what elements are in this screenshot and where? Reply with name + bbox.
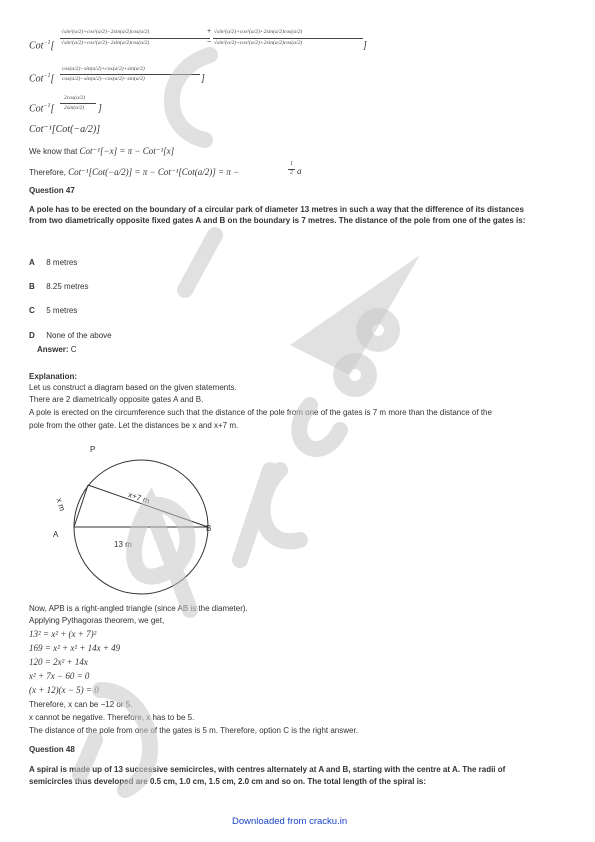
close-bracket: ]	[98, 103, 102, 114]
explanation-line2: There are 2 diametrically opposite gates A and B.	[29, 395, 204, 404]
circle-diagram	[40, 440, 220, 600]
equation-1: 13² = x² + (x + 7)²	[29, 629, 97, 639]
solution-line3: Therefore, x can be −12 or 5.	[29, 700, 133, 709]
segment-ap	[74, 485, 88, 527]
fraction-bar	[213, 38, 363, 39]
question-47-text-line2: from two diametrically opposite fixed gates A and B on the boundary is 7 metres. The distance of the pole from one of the gates is:	[29, 216, 526, 225]
option-text: 8 metres	[46, 258, 78, 267]
label-x-m: x m	[54, 497, 67, 513]
explanation-heading: Explanation:	[29, 372, 78, 381]
option-letter: B	[29, 282, 35, 291]
minus-sign: −	[207, 39, 212, 46]
label-13-m: 13 m	[114, 540, 132, 549]
equation-2: 169 = x² + x² + 14x + 49	[29, 643, 121, 653]
watermark-k-stroke	[263, 470, 300, 541]
question-48-heading: Question 48	[29, 745, 75, 754]
close-bracket: ]	[363, 40, 367, 51]
fraction-bar	[60, 74, 200, 75]
plus-sign: +	[207, 28, 212, 35]
explanation-line4: pole from the other gate. Let the distances be x and x+7 m.	[29, 421, 239, 430]
segment-pb	[88, 485, 208, 527]
fraction-bar	[60, 103, 96, 104]
solution-line1: Now, APB is a right-angled triangle (since AB is the diameter).	[29, 604, 248, 613]
solution-line4: x cannot be negative. Therefore, x has to be 5.	[29, 713, 195, 722]
therefore-tail: a	[297, 166, 302, 176]
line2-numerator: cos(a/2)−sin(a/2)+cos(a/2)+sin(a/2)	[62, 66, 145, 72]
explanation-line1: Let us construct a diagram based on the given statements.	[29, 383, 237, 392]
answer-line: Answer: C	[37, 345, 77, 354]
question-48-text-line1: A spiral is made up of 13 successive semicircles, with centres alternately at A and B, starting with the centre at A. The radii of	[29, 765, 506, 774]
option-text: 5 metres	[46, 306, 78, 315]
know-that-line: We know that Cot⁻¹[−x] = π − Cot⁻¹[x]	[29, 146, 175, 156]
label-b: B	[206, 524, 212, 533]
half-numerator: 1	[290, 161, 293, 167]
option-letter: D	[29, 331, 35, 340]
line3-numerator: 2cos(a/2)	[64, 95, 86, 101]
half-denominator: 2	[290, 170, 293, 176]
equation-3: 120 = 2x² + 14x	[29, 657, 88, 667]
cot-inverse-prefix: Cot$^{-1}$[	[29, 40, 55, 52]
option-text: None of the above	[46, 331, 112, 340]
watermark-r-stroke	[185, 235, 215, 290]
line1-numerator-a: √sin²(a/2)+cos²(a/2)−2sin(a/2)cos(a/2)	[61, 29, 150, 35]
equation-4: x² + 7x − 60 = 0	[29, 671, 90, 681]
question-47-text-line1: A pole has to be erected on the boundary of a circular park of diameter 13 metres in such a way that the difference of its distances	[29, 205, 524, 214]
question-47-heading: Question 47	[29, 186, 75, 195]
watermark-o2	[364, 316, 392, 344]
label-a: A	[53, 530, 59, 539]
cot-inverse-prefix-3: Cot$^{-1}$[	[29, 103, 55, 115]
line1-numerator-b: √sin²(a/2)+cos²(a/2)+2sin(a/2)cos(a/2)	[214, 29, 303, 35]
option-letter: C	[29, 306, 35, 315]
question-48-text-line2: semicircles thus developed are 0.5 cm, 1.0 cm, 1.5 cm, 2.0 cm and so on. The total length of the spiral is:	[29, 777, 427, 786]
line2-denominator: cos(a/2)−sin(a/2)−cos(a/2)−sin(a/2)	[62, 76, 145, 82]
footer-download-link[interactable]: Downloaded from cracku.in	[232, 816, 348, 827]
option-a[interactable]	[29, 252, 77, 270]
fraction-bar	[60, 38, 210, 39]
watermark-arrow	[290, 255, 420, 375]
option-b[interactable]	[29, 276, 88, 294]
close-bracket: ]	[201, 73, 205, 84]
cot-inverse-prefix-2: Cot$^{-1}$[	[29, 73, 55, 85]
explanation-line3: A pole is erected on the circumference such that the distance of the pole from one of the gates is 7 m more than the distance of the	[29, 408, 492, 417]
watermark-c-stroke	[172, 55, 210, 140]
equation-5: (x + 12)(x − 5) = 0	[29, 685, 99, 695]
option-text: 8.25 metres	[46, 282, 89, 291]
watermark-o1	[341, 361, 369, 389]
line3-denominator: 2sin(a/2)	[64, 105, 85, 111]
watermark-c2-stroke	[240, 470, 270, 560]
solution-line2: Applying Pythagoras theorem, we get,	[29, 616, 165, 625]
option-d[interactable]	[29, 325, 112, 343]
option-letter: A	[29, 258, 35, 267]
therefore-line: Therefore, Cot⁻¹[Cot(−a/2)] = π − Cot⁻¹[Cot(a/2)] = π −	[29, 167, 240, 177]
line1-denominator-b: √sin²(a/2)+cos²(a/2)+2sin(a/2)cos(a/2)	[214, 40, 303, 46]
option-c[interactable]	[29, 300, 77, 318]
label-p: P	[90, 445, 96, 454]
line4-expression: Cot⁻¹[Cot(−a/2)]	[29, 124, 101, 135]
label-x-plus-7-m: x+7 m	[127, 490, 151, 506]
line1-denominator-a: √sin²(a/2)+cos²(a/2)−2sin(a/2)cos(a/2)	[61, 40, 150, 46]
solution-line5: The distance of the pole from one of the gates is 5 m. Therefore, option C is the right answer.	[29, 726, 358, 735]
